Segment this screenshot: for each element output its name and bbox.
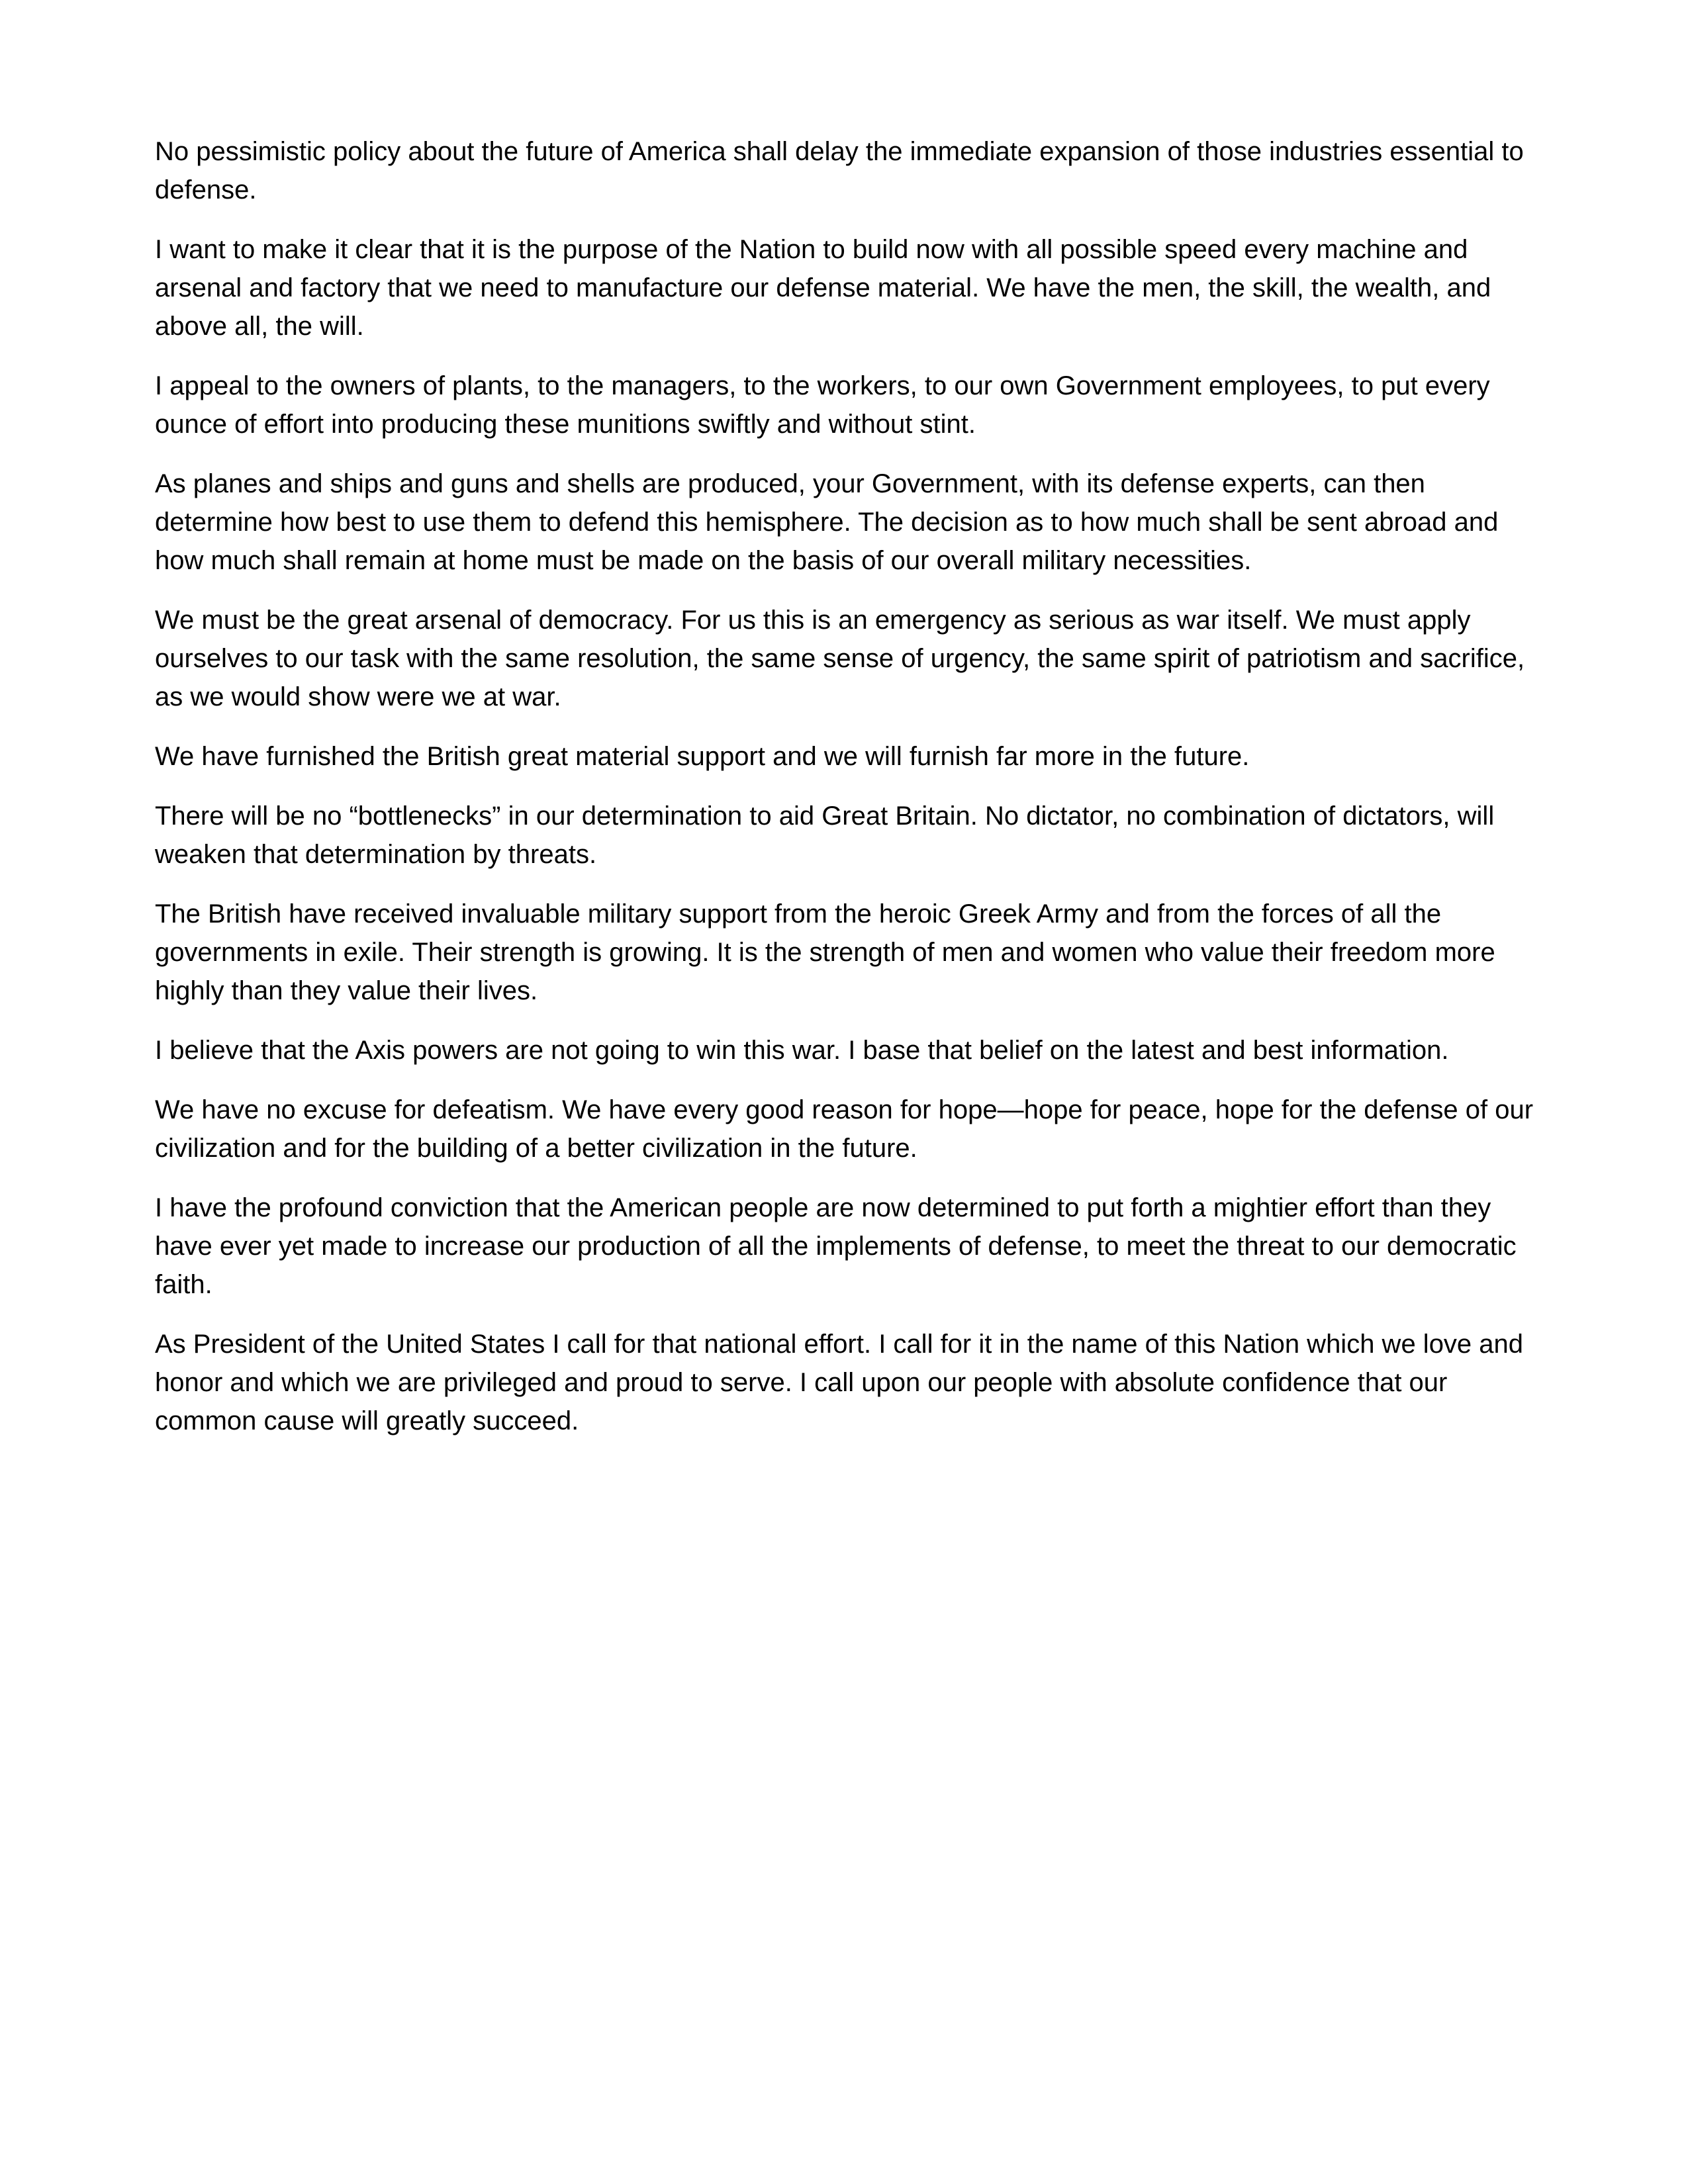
paragraph: I have the profound conviction that the American people are now determined to put forth a mightier effort than they have ever yet made to increase our production of all the implements of defense, to meet the threat to our democratic faith. xyxy=(155,1193,1517,1299)
paragraph: There will be no “bottlenecks” in our determination to aid Great Britain. No dictator, no combination of dictators, will weaken that determination by threats. xyxy=(155,801,1495,869)
paragraph: As President of the United States I call for that national effort. I call for it in the name of this Nation which we love and honor and which we are privileged and proud to serve. I call upon our people with absolute confidence that our common cause will greatly succeed. xyxy=(155,1330,1524,1435)
paragraph: I want to make it clear that it is the purpose of the Nation to build now with all possible speed every machine and arsenal and factory that we need to manufacture our defense material. We have the men, the skill, the wealth, and above all, the will. xyxy=(155,235,1491,341)
paragraph: I appeal to the owners of plants, to the managers, to the workers, to our own Government employees, to put every ounce of effort into producing these munitions swiftly and without stint. xyxy=(155,371,1490,439)
paragraph: As planes and ships and guns and shells are produced, your Government, with its defense experts, can then determine how best to use them to defend this hemisphere. The decision as to how much shall be sent abroad and how much shall remain at home must be made on the basis of our overall military necessities. xyxy=(155,469,1499,575)
paragraph: We must be the great arsenal of democracy. For us this is an emergency as serious as war itself. We must apply ourselves to our task with the same resolution, the same sense of urgency, the same spirit of patriotism and sacrifice, as we would show were we at war. xyxy=(155,606,1525,711)
document-body xyxy=(155,132,1538,1461)
paragraph: The British have received invaluable military support from the heroic Greek Army and from the forces of all the governments in exile. Their strength is growing. It is the strength of men and women who value their freedom more highly than they value their lives. xyxy=(155,899,1495,1005)
paragraph: We have furnished the British great material support and we will furnish far more in the future. xyxy=(155,742,1250,771)
paragraph: We have no excuse for defeatism. We have every good reason for hope—hope for peace, hope for the defense of our civilization and for the building of a better civilization in the future. xyxy=(155,1095,1534,1163)
paragraph: No pessimistic policy about the future of America shall delay the immediate expansion of those industries essential to defense. xyxy=(155,137,1524,205)
paragraph: I believe that the Axis powers are not going to win this war. I base that belief on the latest and best information. xyxy=(155,1036,1449,1065)
